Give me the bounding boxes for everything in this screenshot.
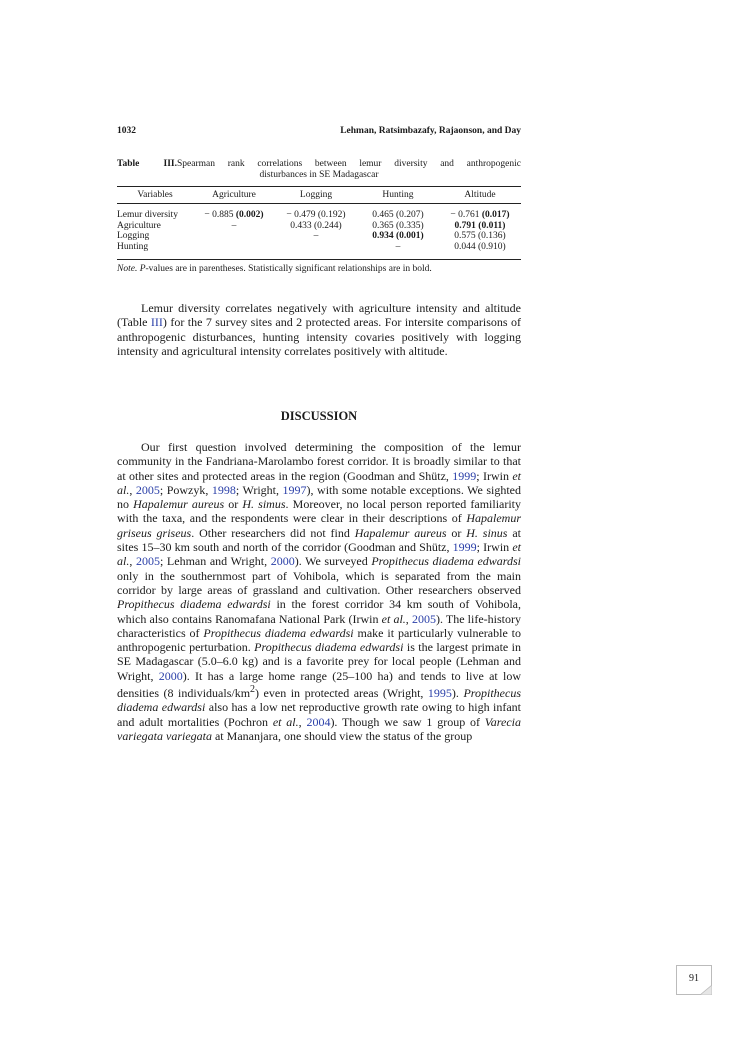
citation-link[interactable]: 2005 xyxy=(135,482,160,497)
citation-link[interactable]: 2000 xyxy=(270,554,295,569)
table-reference-link[interactable]: III xyxy=(150,315,163,330)
table-row xyxy=(117,210,521,221)
table-cell: 0.044 (0.910) xyxy=(454,241,506,252)
caption-line-1: Spearman rank correlations between lemur diversity and anthropogenic xyxy=(177,159,521,169)
column-header: Altitude xyxy=(464,190,496,200)
row-variable: Lemur diversity xyxy=(117,210,178,220)
table-cell: − 0.885 (0.002) xyxy=(204,210,264,220)
table-cell: 0.465 (0.207) xyxy=(372,210,424,220)
table-row xyxy=(117,231,521,242)
citation-link[interactable]: 2000 xyxy=(158,668,183,683)
table-header-row xyxy=(117,187,521,203)
column-header: Hunting xyxy=(382,190,414,200)
table-row xyxy=(117,242,521,253)
citation-link[interactable]: 1999 xyxy=(452,468,477,483)
table-cell xyxy=(193,242,275,253)
citation-link[interactable]: 1995 xyxy=(427,686,452,701)
row-variable: Hunting xyxy=(117,241,149,252)
table-cell: 0.934 (0.001) xyxy=(372,231,424,241)
table-cell: 0.433 (0.244) xyxy=(290,220,342,231)
page-number: 1032 xyxy=(117,126,136,136)
table-cell: − 0.761 (0.017) xyxy=(450,210,510,220)
table-cell: – xyxy=(231,220,237,231)
table-cell: – xyxy=(395,241,401,252)
row-variable: Agriculture xyxy=(117,220,161,231)
running-authors: Lehman, Ratsimbazafy, Rajaonson, and Day xyxy=(340,126,521,136)
paragraph-results: Lemur diversity correlates negatively with agriculture intensity and altitude (Table III) for the 7 survey sites and 2 protected areas. For intersite comparisons of anthropogenic disturbances, hunting intensity covaries positively with logging intensity and agricultural intensity correlates positively with altitude. xyxy=(117,301,521,358)
citation-link[interactable]: 1999 xyxy=(452,540,477,555)
citation-link[interactable]: 2004 xyxy=(306,714,331,729)
table-cell xyxy=(275,242,357,253)
table-label: Table III. xyxy=(117,159,177,169)
table-cell: 0.575 (0.136) xyxy=(454,231,506,241)
page-number-badge xyxy=(676,965,712,995)
page-badge-number: 91 xyxy=(689,973,699,984)
table-note: Note. P-values are in parentheses. Statistically significant relationships are in bold. xyxy=(117,264,432,274)
page-curl-icon xyxy=(700,985,712,995)
citation-link[interactable]: 2005 xyxy=(135,554,160,569)
table-cell xyxy=(193,231,275,242)
table-row xyxy=(117,221,521,232)
row-variable: Logging xyxy=(117,231,150,241)
column-header: Logging xyxy=(299,190,333,200)
table-caption xyxy=(117,159,521,181)
table-cell: 0.365 (0.335) xyxy=(372,220,424,231)
caption-line-2: disturbances in SE Madagascar xyxy=(259,170,379,180)
column-header: Variables xyxy=(137,190,173,200)
table-cell: – xyxy=(313,231,319,241)
table-bottom-rule xyxy=(117,259,521,260)
paragraph-discussion: Our first question involved determining the composition of the lemur community in the Fandriana-Marolambo forest corridor. It is broadly similar to that at other sites and protected areas in the region (Goodman and Shütz, 1999; Irwin et al., 2005; Powzyk, 1998; Wright, 1997), with some notable exceptions. We sighted no Hapalemur aureus or H. simus. Moreover, no local person reported familiarity with the taxa, and the respondents were clear in their descriptions of Hapalemur griseus griseus. Other researchers did not find Hapalemur aureus or H. sinus at sites 15–30 km south and north of the corridor (Goodman and Shütz, 1999; Irwin et al., 2005; Lehman and Wright, 2000). We surveyed Propithecus diadema edwardsi only in the southernmost part of Vohibola, which is separated from the main corridor by large areas of grassland and cultivation. Other researchers observed Propithecus diadema edwardsi in the forest corridor 34 km south of Vohibola, which also contains Ranomafana National Park (Irwin et al., 2005). The life-history characteristics of Propithecus diadema edwardsi make it particularly vulnerable to anthropogenic perturbation. Propithecus diadema edwardsi is the largest primate in SE Madagascar (5.0–6.0 kg) and is a favorite prey for local people (Lehman and Wright, 2000). It has a large home range (25–100 ha) and tends to live at low densities (8 individuals/$km^2$) even in protected areas (Wright, 1995). Propithecus diadema edwardsi also has a low net reproductive growth rate owing to high infant and adult mortalities (Pochron et al., 2004). Though we saw 1 group of Varecia variegata variegata at Mananjara, one should view the status of the group xyxy=(117,440,522,743)
table-cell: 0.791 (0.011) xyxy=(454,220,506,231)
citation-link[interactable]: 2005 xyxy=(411,611,436,626)
table-cell: − 0.479 (0.192) xyxy=(286,210,346,220)
section-heading: DISCUSSION xyxy=(280,409,358,423)
citation-link[interactable]: 1998 xyxy=(211,482,236,497)
running-header xyxy=(117,126,521,140)
correlation-table xyxy=(117,187,521,252)
column-header: Agriculture xyxy=(212,190,256,200)
citation-link[interactable]: 1997 xyxy=(282,482,307,497)
